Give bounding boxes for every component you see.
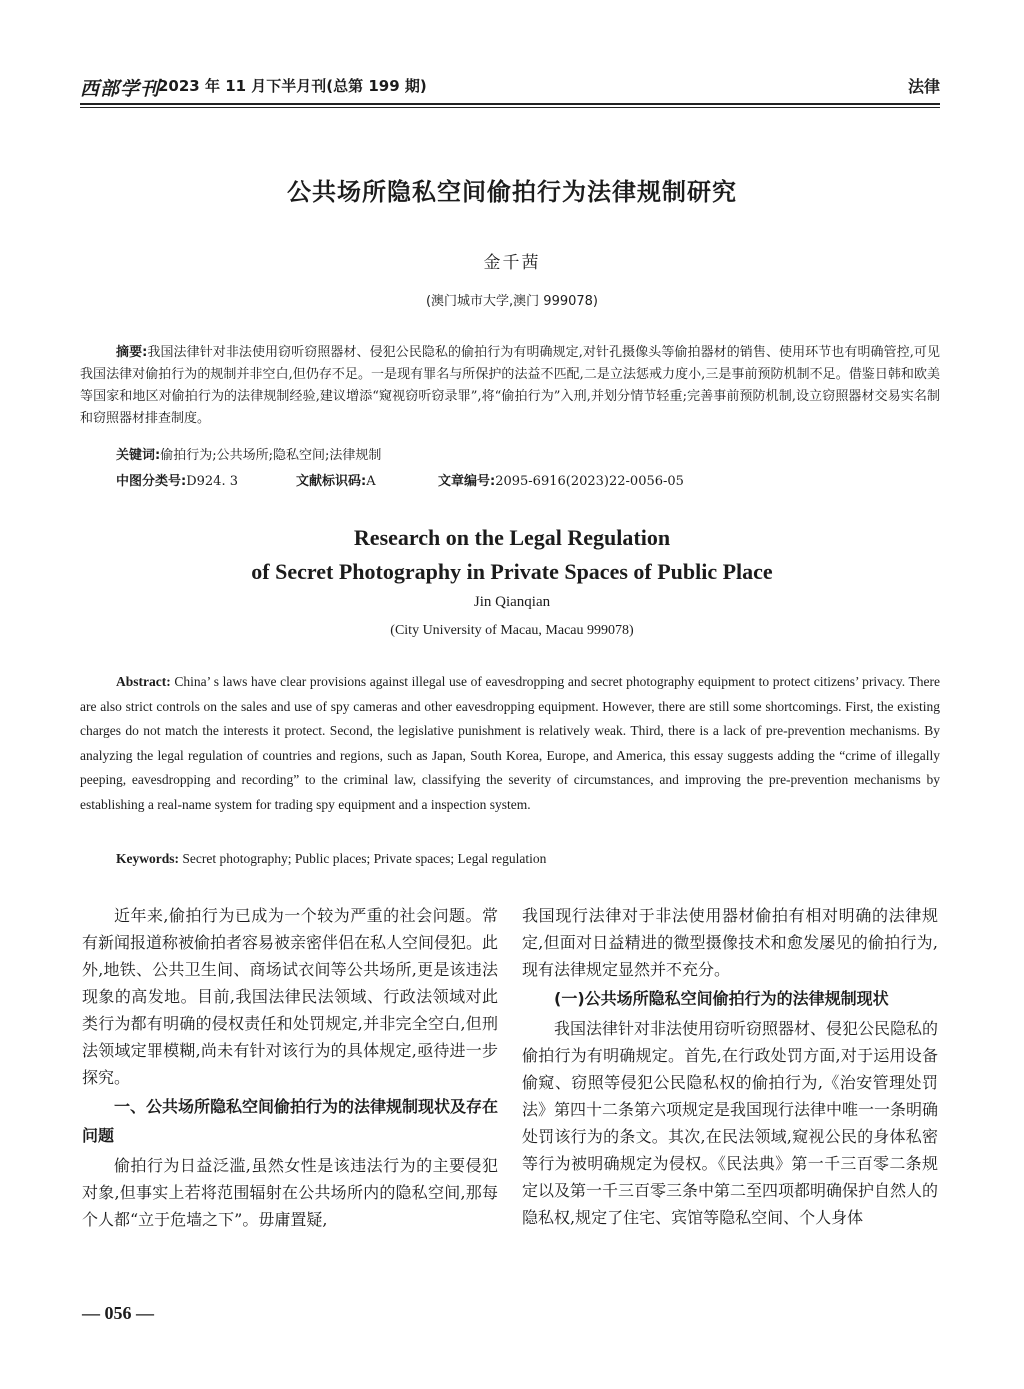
page-number: — 056 — [82,1303,154,1323]
abstract-text: 我国法律针对非法使用窃听窃照器材、侵犯公民隐私的偷拍行为有明确规定,对针孔摄像头等偷拍器材的销售、使用环节也有明确管控,可见我国法律对偷拍行为的规制并非空白,但仍存不足。一是现有罪名与所保护的法益不匹配,二是立法惩戒力度小,三是事前预防机制不足。借鉴日韩和欧美等国家和地区对偷拍行为的法律规制经验,建议增添“窥视窃听窃录罪”,将“偷拍行为”入刑,并划分情节轻重;完善事前预防机制,设立窃照器材交易实名制和窃照器材排查制度。 [80,345,940,426]
document-code [296,470,376,489]
body-column-right [522,902,938,1231]
section-heading: 一、公共场所隐私空间偷拍行为的法律规制现状及存在问题 [82,1097,499,1145]
article-no-label: 文章编号: [438,474,496,489]
article-title-en-line1: Research on the Legal Regulation [353,525,671,550]
journal-logo: 西部学刊 [80,78,161,100]
doc-code-label: 文献标识码: [296,474,367,489]
body-paragraph: 我国现行法律对于非法使用器材偷拍有相对明确的法律规定,但面对日益精进的微型摄像技术和愈发屡见的偷拍行为,现有法律规定显然并不充分。 [522,906,938,979]
header-rule-thick [80,103,940,105]
body-paragraph: 偷拍行为日益泛滥,虽然女性是该违法行为的主要侵犯对象,但事实上若将范围辐射在公共场所内的隐私空间,那每个人都“立于危墙之下”。毋庸置疑, [82,1156,498,1229]
keywords-label: 关键词: [116,448,161,463]
keywords-en [116,851,546,867]
article-number [438,470,684,489]
clc-label: 中图分类号: [116,474,187,489]
body-paragraph: 近年来,偷拍行为已成为一个较为严重的社会问题。常有新闻报道称被偷拍者容易被亲密伴侣在私人空间侵犯。此外,地铁、公共卫生间、商场试衣间等公共场所,更是该违法现象的高发地。目前,我国法律民法领域、行政法领域对此类行为都有明确的侵权责任和处罚规定,并非完全空白,但刑法领域定罪模糊,尚未有针对该行为的具体规定,亟待进一步探究。 [82,906,499,1087]
abstract-en [80,670,940,817]
clc-value: D924. 3 [186,474,238,489]
abstract-label: 摘要: [116,345,148,360]
affiliation-en: (City University of Macau, Macau 999078) [390,623,634,638]
abstract-en-text: China’ s laws have clear provisions against illegal use of eavesdropping and secret photography equipment to protect citizens’ privacy. There are also strict controls on the sales and use of spy cameras and other eavesdropping equipment. However, there are still some shortcomings. First, the existing charges do not match the interests it protect. Second, the legislative punishment is relatively weak. Third, there is a lack of pre-prevention mechanisms. By analyzing the legal regulation of countries and regions, such as Japan, South Korea, Europe, and America, this essay suggests adding the “crime of illegally peeping, eavesdropping and recording” to the criminal law, classifying the severity of circumstances, and improving the pre-prevention mechanisms by establishing a real-name system for trading spy equipment and a inspection system. [80,674,940,812]
abstract-cn [80,342,940,430]
affiliation-cn: (澳门城市大学,澳门 999078) [425,294,599,309]
header-rule-thin [80,107,940,108]
article-no-value: 2095-6916(2023)22-0056-05 [495,474,684,489]
doc-code-value: A [366,474,376,489]
subsection-heading: (一)公共场所隐私空间偷拍行为的法律规制现状 [554,989,889,1008]
author-en: Jin Qianqian [473,594,551,610]
body-column-left [82,902,498,1233]
keywords-cn [116,444,381,463]
author-cn: 金千茜 [483,253,541,273]
body-paragraph: 我国法律针对非法使用窃听窃照器材、侵犯公民隐私的偷拍行为有明确规定。首先,在行政处罚方面,对于运用设备偷窥、窃照等侵犯公民隐私权的偷拍行为,《治安管理处罚法》第四十二条第六项规定是我国现行法律中唯一一条明确处罚该行为的条文。其次,在民法领域,窥视公民的身体私密等行为被明确规定为侵权。《民法典》第一千三百零二条规定以及第一千三百零三条中第二至四项都明确保护自然人的隐私权,规定了住宅、宾馆等隐私空间、个人身体 [522,1019,939,1227]
abstract-en-label: Abstract: [116,674,171,689]
keywords-text: 偷拍行为;公共场所;隐私空间;法律规制 [160,448,382,463]
clc-number [116,470,238,489]
journal-issue: 2023 年 11 月下半月刊(总第 199 期) [158,77,427,95]
article-title-en-line2: of Secret Photography in Private Spaces of Public Place [251,559,773,584]
running-header [80,70,940,104]
article-title-cn: 公共场所隐私空间偷拍行为法律规制研究 [287,178,737,206]
section-name: 法律 [907,77,940,96]
keywords-en-label: Keywords: [116,851,179,866]
keywords-en-text: Secret photography; Public places; Private spaces; Legal regulation [182,851,547,866]
